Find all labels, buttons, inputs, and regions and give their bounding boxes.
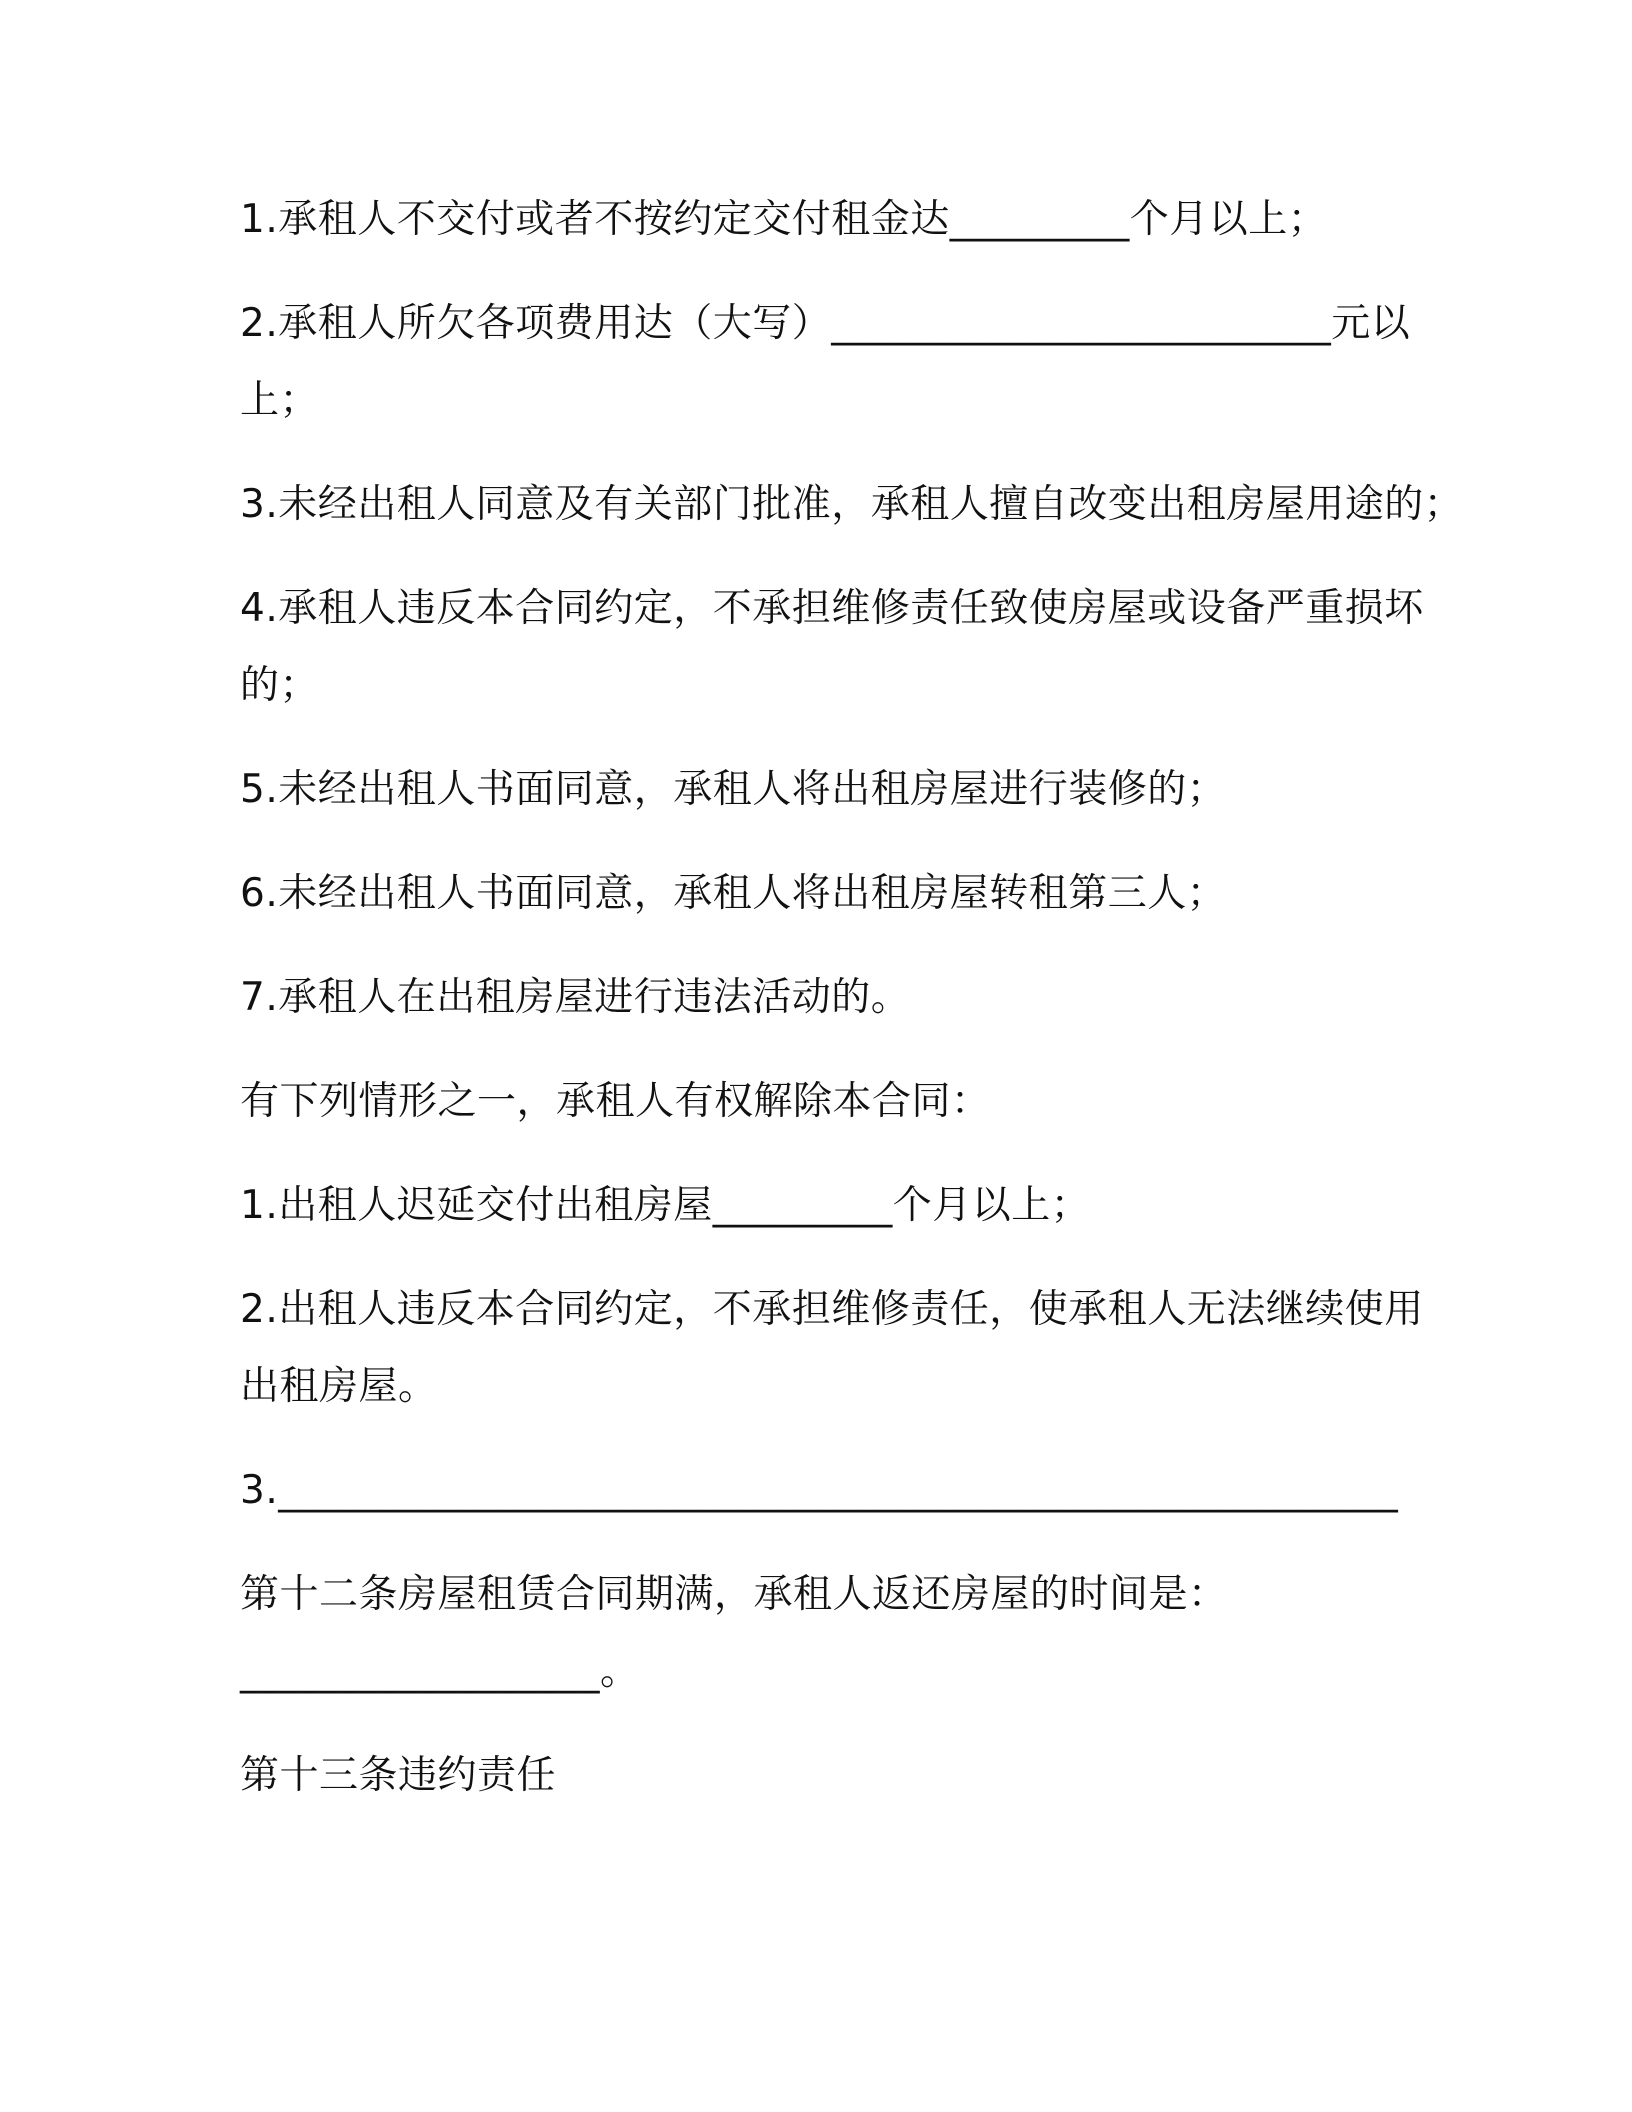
- clause-line-3: 上；: [240, 378, 320, 423]
- clause-line-17: 第十三条违约责任: [240, 1753, 557, 1798]
- clause-line-6: 的；: [240, 663, 320, 708]
- clause-line-4: 3.未经出租人同意及有关部门批准，承租人擅自改变出租房屋用途的；: [240, 482, 1464, 527]
- clause-line-7: 5.未经出租人书面同意，承租人将出租房屋进行装修的；: [240, 767, 1227, 812]
- clause-line-1: 1.承租人不交付或者不按约定交付租金达_________个月以上；: [240, 197, 1328, 242]
- clause-line-16: __________________。: [240, 1649, 640, 1694]
- clause-line-2: 2.承租人所欠各项费用达（大写）_________________________元以: [240, 301, 1411, 346]
- clause-line-11: 1.出租人迟延交付出租房屋_________个月以上；: [240, 1183, 1091, 1228]
- clause-line-9: 7.承租人在出租房屋进行违法活动的。: [240, 975, 911, 1020]
- clause-line-15: 第十二条房屋租赁合同期满，承租人返还房屋的时间是：: [240, 1572, 1228, 1617]
- clause-line-14: 3.________________________________________________________: [240, 1468, 1399, 1513]
- clause-line-10: 有下列情形之一，承租人有权解除本合同：: [240, 1079, 991, 1124]
- clause-line-8: 6.未经出租人书面同意，承租人将出租房屋转租第三人；: [240, 871, 1227, 916]
- clause-line-13: 出租房屋。: [240, 1364, 438, 1409]
- clause-line-5: 4.承租人违反本合同约定，不承担维修责任致使房屋或设备严重损坏: [240, 586, 1424, 631]
- clause-line-12: 2.出租人违反本合同约定，不承担维修责任，使承租人无法继续使用: [240, 1287, 1424, 1332]
